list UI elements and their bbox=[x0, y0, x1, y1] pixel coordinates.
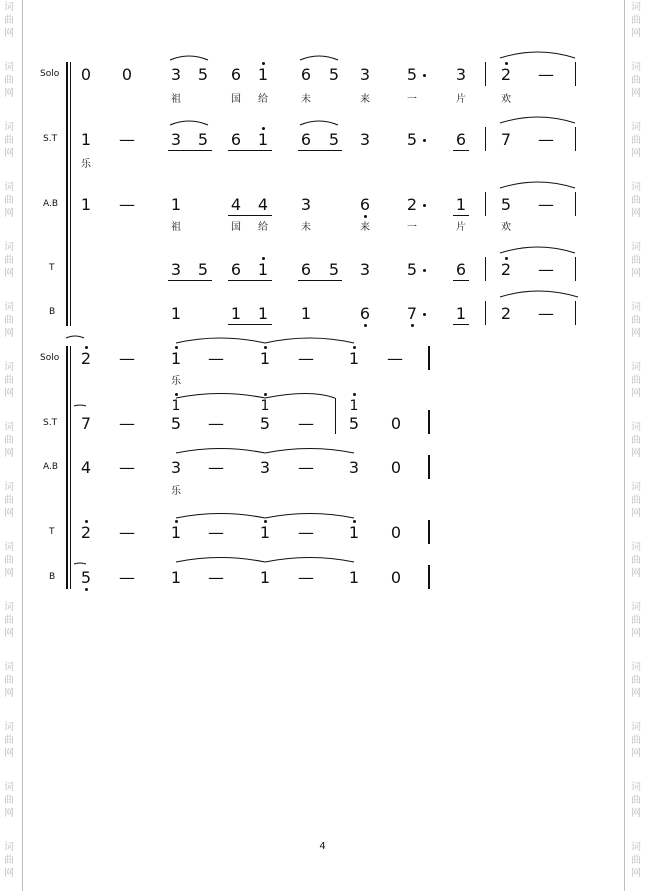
watermark-char: 网 bbox=[631, 28, 641, 39]
note: 3 bbox=[359, 130, 371, 149]
dash: — bbox=[119, 523, 135, 542]
note: 2 bbox=[406, 195, 418, 214]
watermark-char: 词 bbox=[4, 302, 14, 313]
watermark-char: 词 bbox=[4, 62, 14, 73]
watermark-char: 网 bbox=[4, 568, 14, 579]
watermark-char: 曲 bbox=[4, 75, 14, 86]
watermark-char: 网 bbox=[631, 628, 641, 639]
lyric: 未 bbox=[301, 222, 311, 233]
note: 3 bbox=[300, 195, 312, 214]
note: 5 bbox=[259, 414, 271, 433]
note: 5 bbox=[328, 130, 340, 149]
watermark-char: 网 bbox=[4, 28, 14, 39]
dash: — bbox=[298, 523, 314, 542]
watermark-char: 曲 bbox=[631, 255, 641, 266]
watermark-char: 曲 bbox=[631, 615, 641, 626]
watermark-char: 词 bbox=[631, 122, 641, 133]
watermark-char: 网 bbox=[631, 448, 641, 459]
watermark-char: 网 bbox=[4, 268, 14, 279]
note: 3 bbox=[170, 130, 182, 149]
watermark-char: 曲 bbox=[4, 15, 14, 26]
note-high: 1 bbox=[346, 525, 362, 541]
note: 0 bbox=[121, 65, 133, 84]
note-low: 7 bbox=[404, 306, 420, 322]
watermark-char: 网 bbox=[631, 808, 641, 819]
lyric: 乐 bbox=[171, 486, 181, 497]
lyric: 来 bbox=[360, 94, 370, 105]
dash: — bbox=[119, 568, 135, 587]
watermark-char: 网 bbox=[4, 868, 14, 879]
lyric: 一 bbox=[407, 94, 417, 105]
dash: — bbox=[119, 130, 135, 149]
note-high: 1 bbox=[255, 67, 271, 83]
watermark-char: 网 bbox=[4, 748, 14, 759]
lyric: 给 bbox=[258, 94, 268, 105]
dash: — bbox=[119, 414, 135, 433]
note: 6 bbox=[230, 65, 242, 84]
note: 1 bbox=[259, 568, 271, 587]
watermark-char: 网 bbox=[631, 568, 641, 579]
note: 6 bbox=[230, 130, 242, 149]
lyric: 片 bbox=[456, 94, 466, 105]
watermark-char: 曲 bbox=[4, 555, 14, 566]
note: 1 bbox=[170, 195, 182, 214]
watermark-char: 网 bbox=[631, 688, 641, 699]
note: 0 bbox=[390, 523, 402, 542]
watermark-char: 词 bbox=[4, 782, 14, 793]
lyric: 祖 bbox=[171, 222, 181, 233]
watermark-char: 词 bbox=[4, 662, 14, 673]
dash: — bbox=[298, 458, 314, 477]
watermark-char: 曲 bbox=[4, 855, 14, 866]
note-low: 6 bbox=[357, 197, 373, 213]
note: 5 bbox=[328, 260, 340, 279]
watermark-char: 网 bbox=[4, 628, 14, 639]
watermark-char: 词 bbox=[4, 842, 14, 853]
watermark-char: 网 bbox=[631, 88, 641, 99]
watermark-char: 曲 bbox=[4, 255, 14, 266]
note-low: 6 bbox=[357, 306, 373, 322]
lyric: 片 bbox=[456, 222, 466, 233]
note: 5 bbox=[348, 414, 360, 433]
note: 6 bbox=[300, 65, 312, 84]
dash: — bbox=[298, 568, 314, 587]
watermark-char: 曲 bbox=[631, 15, 641, 26]
lyric: 祖 bbox=[171, 94, 181, 105]
note: 0 bbox=[390, 414, 402, 433]
watermark-char: 曲 bbox=[4, 615, 14, 626]
watermark-char: 词 bbox=[4, 362, 14, 373]
lyric: 一 bbox=[407, 222, 417, 233]
note: 0 bbox=[80, 65, 92, 84]
watermark-char: 曲 bbox=[4, 495, 14, 506]
watermark-char: 词 bbox=[4, 2, 14, 13]
watermark-char: 词 bbox=[631, 242, 641, 253]
note: 4 bbox=[257, 195, 269, 214]
note: 1 bbox=[230, 304, 242, 323]
dash: — bbox=[538, 260, 554, 279]
note: 5 bbox=[170, 414, 182, 433]
note: 3 bbox=[359, 260, 371, 279]
note: 7 bbox=[500, 130, 512, 149]
dash: — bbox=[298, 349, 314, 368]
watermark-char: 词 bbox=[631, 662, 641, 673]
watermark-char: 曲 bbox=[631, 735, 641, 746]
watermark-char: 曲 bbox=[631, 795, 641, 806]
note: 2 bbox=[500, 304, 512, 323]
watermark-char: 网 bbox=[4, 448, 14, 459]
watermark-char: 网 bbox=[4, 148, 14, 159]
note: 3 bbox=[348, 458, 360, 477]
lyric: 来 bbox=[360, 222, 370, 233]
watermark-char: 网 bbox=[4, 328, 14, 339]
dash: — bbox=[208, 458, 224, 477]
dash: — bbox=[298, 414, 314, 433]
note: 1 bbox=[455, 304, 467, 323]
note: 3 bbox=[170, 458, 182, 477]
note: 0 bbox=[390, 458, 402, 477]
watermark-char: 曲 bbox=[4, 375, 14, 386]
note: 6 bbox=[300, 130, 312, 149]
part-label-st: S.T bbox=[43, 418, 58, 428]
page-number: 4 bbox=[319, 841, 326, 852]
note: 5 bbox=[406, 260, 418, 279]
watermark-char: 词 bbox=[4, 422, 14, 433]
watermark-char: 网 bbox=[4, 688, 14, 699]
note: 4 bbox=[230, 195, 242, 214]
dash: — bbox=[119, 349, 135, 368]
watermark-char: 网 bbox=[631, 208, 641, 219]
note: 3 bbox=[359, 65, 371, 84]
note: 1 bbox=[170, 304, 182, 323]
note: 1 bbox=[80, 195, 92, 214]
watermark-char: 曲 bbox=[4, 135, 14, 146]
watermark-char: 词 bbox=[631, 602, 641, 613]
note: 5 bbox=[500, 195, 512, 214]
watermark-char: 词 bbox=[4, 722, 14, 733]
lyric: 乐 bbox=[81, 159, 91, 170]
watermark-char: 词 bbox=[631, 422, 641, 433]
watermark-char: 网 bbox=[4, 808, 14, 819]
watermark-char: 词 bbox=[631, 62, 641, 73]
watermark-char: 曲 bbox=[4, 795, 14, 806]
note-high: 1 bbox=[346, 351, 362, 367]
watermark-char: 网 bbox=[631, 388, 641, 399]
note-high: 2 bbox=[78, 351, 94, 367]
watermark-char: 词 bbox=[4, 242, 14, 253]
part-label-st: S.T bbox=[43, 134, 58, 144]
note: 6 bbox=[455, 260, 467, 279]
watermark-char: 曲 bbox=[631, 75, 641, 86]
note: 6 bbox=[230, 260, 242, 279]
watermark-char: 曲 bbox=[631, 315, 641, 326]
watermark-char: 词 bbox=[631, 782, 641, 793]
watermark-char: 词 bbox=[631, 842, 641, 853]
note-high: 1 bbox=[346, 398, 362, 414]
note-high: 2 bbox=[78, 525, 94, 541]
note-high: 2 bbox=[498, 67, 514, 83]
part-label-ab: A.B bbox=[43, 462, 59, 472]
note-high: 1 bbox=[257, 351, 273, 367]
watermark-char: 网 bbox=[631, 268, 641, 279]
dash: — bbox=[208, 568, 224, 587]
lyric: 给 bbox=[258, 222, 268, 233]
dash: — bbox=[538, 304, 554, 323]
note: 3 bbox=[259, 458, 271, 477]
note-high: 2 bbox=[498, 262, 514, 278]
note: 3 bbox=[170, 260, 182, 279]
watermark-char: 网 bbox=[631, 748, 641, 759]
dash: — bbox=[208, 523, 224, 542]
watermark-char: 曲 bbox=[631, 675, 641, 686]
note: 5 bbox=[328, 65, 340, 84]
watermark-char: 词 bbox=[631, 362, 641, 373]
dash: — bbox=[208, 414, 224, 433]
note: 5 bbox=[197, 65, 209, 84]
note-high: 1 bbox=[168, 525, 184, 541]
note: 5 bbox=[197, 260, 209, 279]
dash: — bbox=[387, 349, 403, 368]
note: 5 bbox=[406, 130, 418, 149]
part-label-solo: Solo bbox=[40, 353, 60, 363]
dash: — bbox=[119, 195, 135, 214]
dash: — bbox=[538, 65, 554, 84]
watermark-char: 网 bbox=[631, 148, 641, 159]
note: 1 bbox=[257, 304, 269, 323]
note-low: 5 bbox=[78, 570, 94, 586]
note-high: 1 bbox=[257, 398, 273, 414]
note-high: 1 bbox=[255, 132, 271, 148]
watermark-char: 曲 bbox=[631, 495, 641, 506]
watermark-char: 词 bbox=[4, 122, 14, 133]
watermark-char: 曲 bbox=[4, 675, 14, 686]
note: 3 bbox=[455, 65, 467, 84]
part-label-b: B bbox=[49, 307, 56, 317]
watermark-char: 词 bbox=[631, 722, 641, 733]
lyric: 未 bbox=[301, 94, 311, 105]
note: 6 bbox=[455, 130, 467, 149]
note: 5 bbox=[406, 65, 418, 84]
watermark-char: 词 bbox=[631, 302, 641, 313]
dash: — bbox=[538, 195, 554, 214]
watermark-char: 曲 bbox=[631, 435, 641, 446]
watermark-char: 曲 bbox=[631, 135, 641, 146]
lyric: 国 bbox=[231, 222, 241, 233]
part-label-b: B bbox=[49, 572, 56, 582]
watermark-char: 网 bbox=[4, 388, 14, 399]
watermark-char: 词 bbox=[631, 542, 641, 553]
dash: — bbox=[208, 349, 224, 368]
watermark-char: 曲 bbox=[631, 555, 641, 566]
note: 5 bbox=[197, 130, 209, 149]
watermark-char: 网 bbox=[631, 868, 641, 879]
watermark-char: 网 bbox=[4, 88, 14, 99]
note: 7 bbox=[80, 414, 92, 433]
note-high: 1 bbox=[257, 525, 273, 541]
lyric: 国 bbox=[231, 94, 241, 105]
note: 6 bbox=[300, 260, 312, 279]
watermark-char: 网 bbox=[631, 328, 641, 339]
note: 1 bbox=[80, 130, 92, 149]
watermark-char: 曲 bbox=[631, 855, 641, 866]
lyric: 欢 bbox=[501, 94, 511, 105]
dash: — bbox=[119, 458, 135, 477]
watermark-char: 词 bbox=[4, 482, 14, 493]
note-high: 1 bbox=[168, 398, 184, 414]
note: 1 bbox=[455, 195, 467, 214]
watermark-char: 词 bbox=[4, 542, 14, 553]
watermark-char: 曲 bbox=[4, 195, 14, 206]
watermark-char: 词 bbox=[4, 182, 14, 193]
watermark-char: 网 bbox=[4, 208, 14, 219]
lyric: 乐 bbox=[171, 376, 181, 387]
watermark-char: 曲 bbox=[4, 435, 14, 446]
watermark-char: 曲 bbox=[631, 195, 641, 206]
dash: — bbox=[538, 130, 554, 149]
watermark-char: 曲 bbox=[631, 375, 641, 386]
note: 3 bbox=[170, 65, 182, 84]
watermark-char: 词 bbox=[4, 602, 14, 613]
note: 1 bbox=[170, 568, 182, 587]
lyric: 欢 bbox=[501, 222, 511, 233]
watermark-char: 曲 bbox=[4, 735, 14, 746]
note: 4 bbox=[80, 458, 92, 477]
watermark-char: 曲 bbox=[4, 315, 14, 326]
watermark-char: 网 bbox=[631, 508, 641, 519]
part-label-solo: Solo bbox=[40, 69, 60, 79]
note-high: 1 bbox=[255, 262, 271, 278]
part-label-ab: A.B bbox=[43, 199, 59, 209]
note-high: 1 bbox=[168, 351, 184, 367]
note: 1 bbox=[300, 304, 312, 323]
watermark-char: 词 bbox=[631, 2, 641, 13]
note: 1 bbox=[348, 568, 360, 587]
part-label-t: T bbox=[49, 263, 55, 273]
watermark-char: 词 bbox=[631, 182, 641, 193]
watermark-char: 网 bbox=[4, 508, 14, 519]
part-label-t: T bbox=[49, 527, 55, 537]
watermark-char: 词 bbox=[631, 482, 641, 493]
note: 0 bbox=[390, 568, 402, 587]
